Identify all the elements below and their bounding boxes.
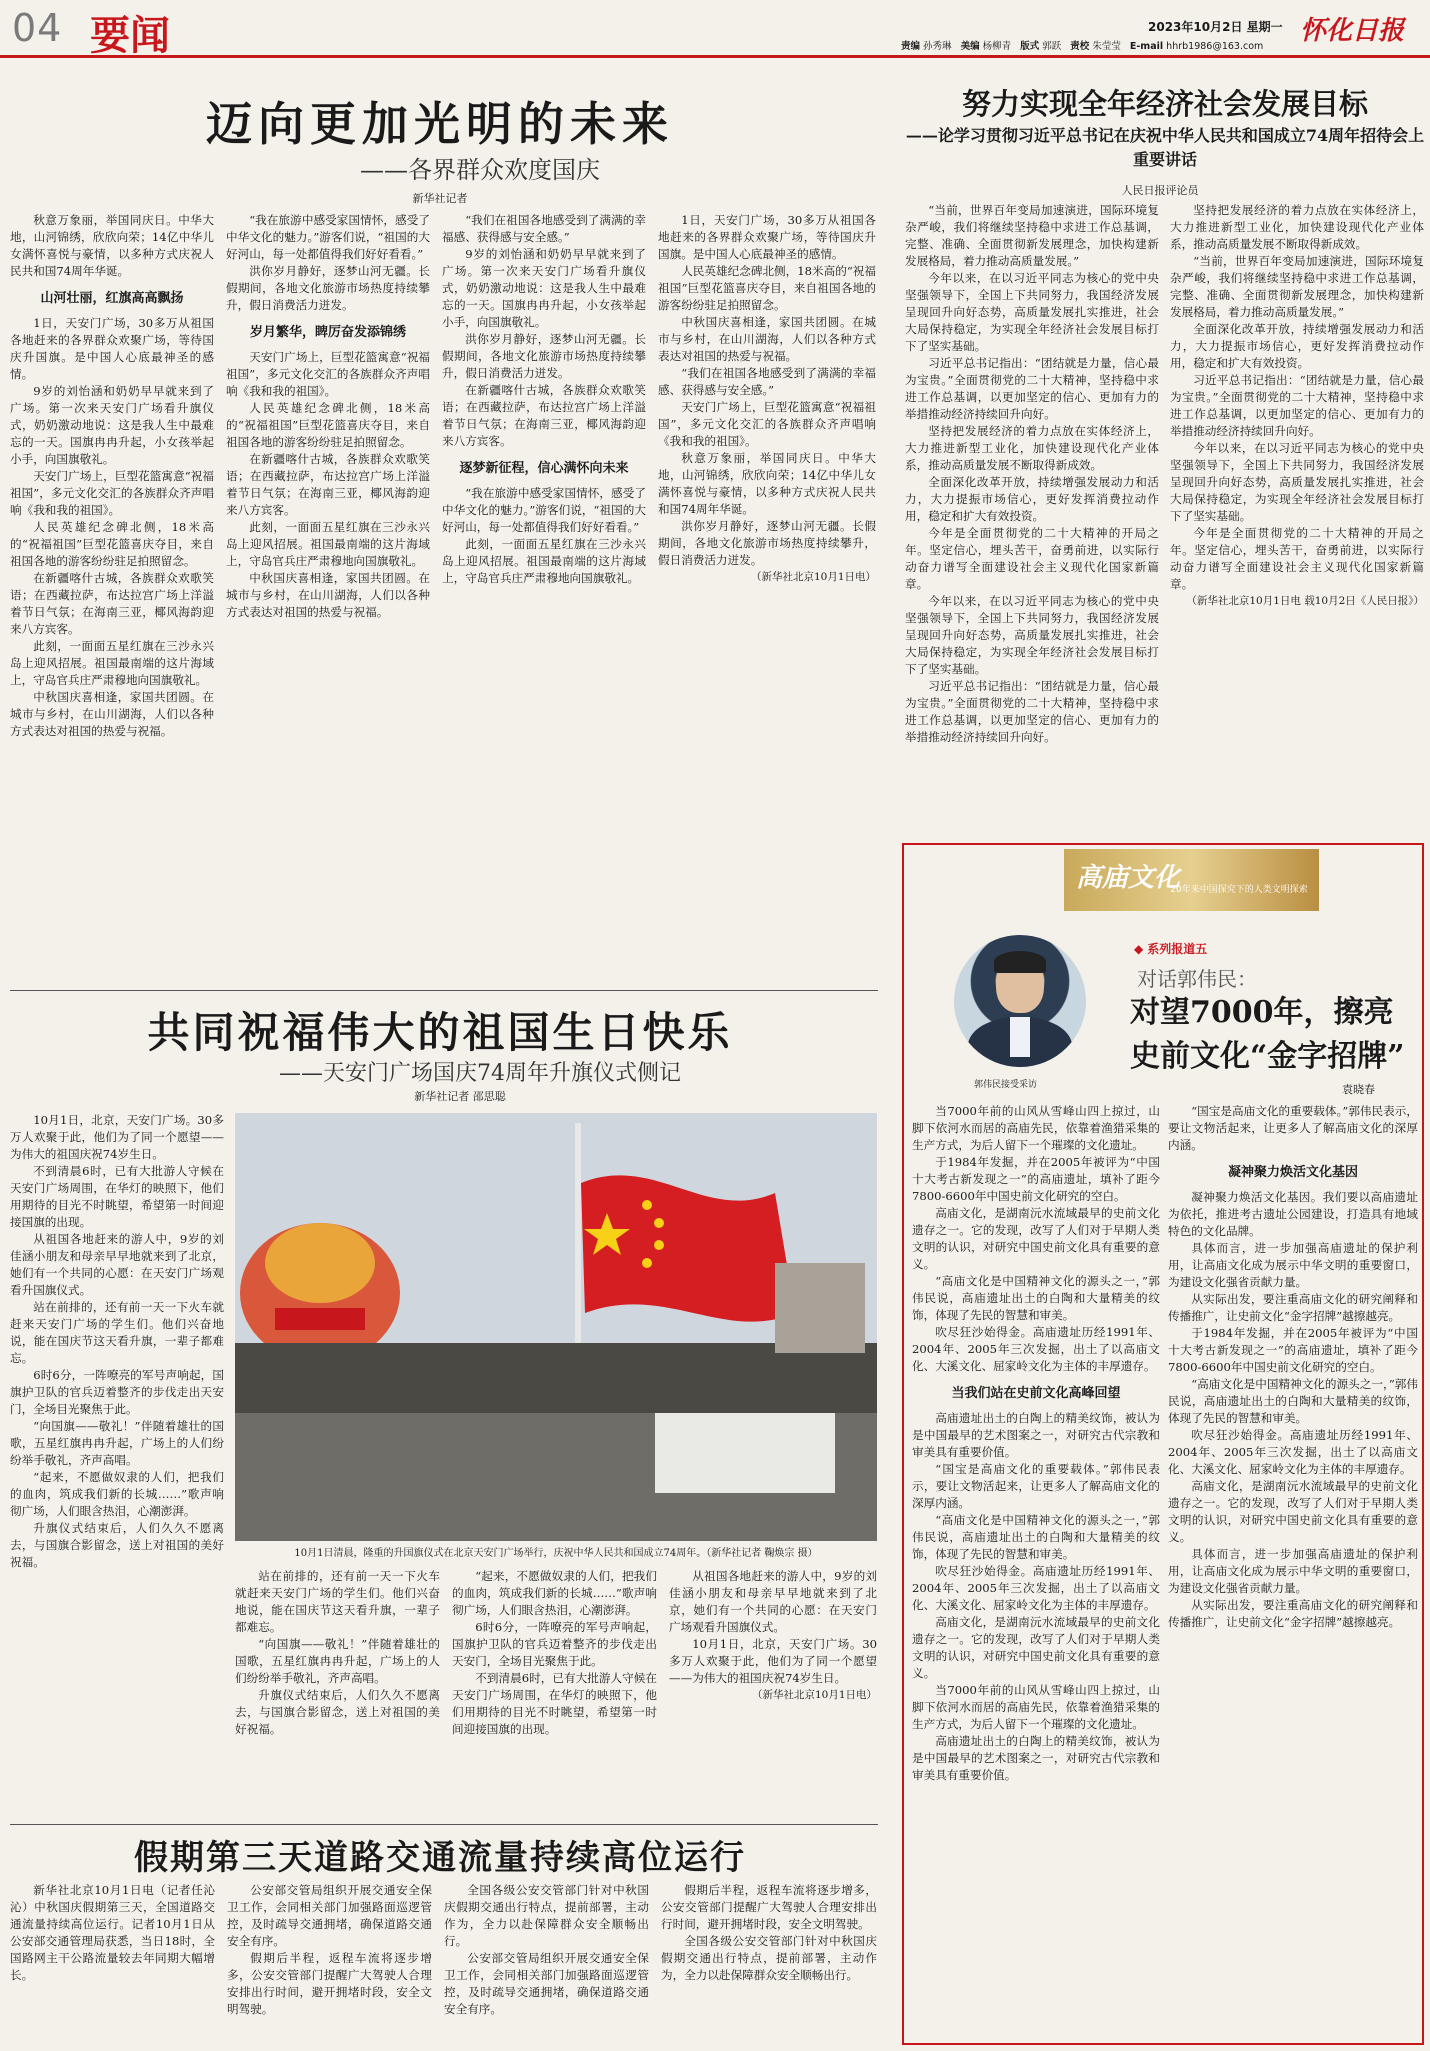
diamond-icon: ◆ (1134, 942, 1144, 956)
feature-subhead-1: 当我们站在史前文化高峰回望 (951, 1386, 1121, 1401)
article3-col3: “起来，不愿做奴隶的人们，把我们的血肉，筑成我们新的长城……”歌声响彻广场，人们眼含热泪，心潮澎湃。 6时6分，一阵嘹亮的军号声响起，国旗护卫队的官兵迈着整齐的步伐走出天安门，全场目光聚焦于此。 不到清晨6时，已有大批游人守候在天安门广场周围，在华灯的映照下，他们用期待的目光不时眺望，希望第一时间迎接国旗的出现。 (452, 1569, 657, 1736)
editor-credits: 责编 孙秀琳 美编 杨柳青 版式 郭跃 责校 朱莹莹 E-mail hhrb1986@163.com (901, 41, 1264, 52)
article3-col2: 站在前排的，还有前一天一下火车就赶来天安门广场的学生们。他们兴奋地说，能在国庆节这天看升旗，一辈子都难忘。 “向国旗——敬礼！”伴随着雄壮的国歌，五星红旗冉冉升起，广场上的人们纷纷举手敬礼，齐声高唱。 升旗仪式结束后，人们久久不愿离去，与国旗合影留念，送上对祖国的美好祝福。 (235, 1569, 440, 1736)
article1-subhead-2: 岁月繁华，睥厉奋发添锦绣 (249, 325, 406, 340)
article4-col3: 全国各级公安交管部门针对中秋国庆假期交通出行特点，提前部署，主动作为，全力以赴保障群众安全顺畅出行。 公安部交管局组织开展交通安全保卫工作，会同相关部门加强路面巡逻管控，及时疏导交通拥堵，确保道路交通安全有序。 (444, 1883, 649, 2016)
article1-col2: “我在旅游中感受家国情怀，感受了中华文化的魅力。”游客们说，“祖国的大好河山，每一处都值得我们好好看看。” 洪你岁月静好，逐梦山河无疆。长假期间，各地文化旅游市场热度持续攀升，假日消费活力迸发。 岁月繁华，睥厉奋发添锦绣 天安门广场上，巨型花篮寓意“祝福祖国”，多元文化交汇的各族群众齐声唱响《我和我的祖国》。 人民英雄纪念碑北侧，18米高的“祝福祖国”巨型花篮喜庆夺目，来自祖国各地的游客纷纷驻足拍照留念。 在新疆喀什古城，各族群众欢歌笑语；在西藏拉萨，布达拉宫广场上洋溢着节日气氛；在海南三亚，椰风海韵迎来八方宾客。 此刻，一面面五星红旗在三沙永兴岛上迎风招展。祖国最南端的这片海域上，守岛官兵庄严肃穆地向国旗敬礼。 中秋国庆喜相逢，家国共团圆。在城市与乡村，在山川湖海，人们以各种方式表达对祖国的热爱与祝福。 (226, 213, 430, 619)
feature-box (902, 843, 1424, 2045)
article1-subhead-1: 山河壮丽，红旗高高飘扬 (40, 291, 184, 306)
article3-byline: 新华社记者 邵思聪 (414, 1090, 506, 1103)
issue-date: 2023年10月2日 星期一 (1148, 20, 1283, 34)
article1-subhead-3: 逐梦新征程，信心满怀向未来 (459, 461, 629, 476)
feature-col2: “国宝是高庙文化的重要载体。”郭伟民表示，要让文物活起来，让更多人了解高庙文化的深厚内涵。 凝神聚力焕活文化基因 凝神聚力焕活文化基因。我们要以高庙遗址为依托，推进考古遗址公园建设，打造具有地域特色的文化品牌。 具体而言，进一步加强高庙遗址的保护利用，让高庙文化成为展示中华文明的重要窗口，为建设文化强省贡献力量。 从实际出发，要注重高庙文化的研究阐释和传播推广，让史前文化“金字招牌”越擦越亮。 于1984年发掘，并在2005年被评为“中国十大考古新发现之一”的高庙遗址，填补了距今7800-6600年中国史前文化研究的空白。 “高庙文化是中国精神文化的源头之一，”郭伟民说，高庙遗址出土的白陶和大量精美的纹饰，体现了先民的智慧和审美。 吹尽狂沙始得金。高庙遗址历经1991年、2004年、2005年三次发掘，出土了以高庙文化、大溪文化、屈家岭文化为主体的丰厚遗存。 高庙文化，是湖南沅水流域最早的史前文化遗存之一。它的发现，改写了人们对于早期人类文明的认识，对研究中国史前文化具有重要的意义。 具体而言，进一步加强高庙遗址的保护利用，让高庙文化成为展示中华文明的重要窗口，为建设文化强省贡献力量。 从实际出发，要注重高庙文化的研究阐释和传播推广，让史前文化“金字招牌”越擦越亮。 (1168, 1104, 1418, 1629)
article2-kicker: ——论学习贯彻习近平总书记在庆祝中华人民共和国成立74周年招待会上重要讲话 (905, 126, 1425, 169)
photo-illustration (235, 1113, 877, 1541)
banner-subtitle: 20年来中国探究下的人类文明探索 (1170, 885, 1308, 895)
article3-headline: 共同祝福伟大的祖国生日快乐 (147, 1008, 733, 1057)
article1-col3: “我们在祖国各地感受到了满满的幸福感、获得感与安全感。” 9岁的刘怡涵和奶奶早早就来到了广场。第一次来天安门广场看升旗仪式，奶奶激动地说：这是我人生中最难忘的一天。国旗冉冉升起，小女孩举起小手，向国旗敬礼。 洪你岁月静好，逐梦山河无疆。长假期间，各地文化旅游市场热度持续攀升，假日消费活力迸发。 在新疆喀什古城，各族群众欢歌笑语；在西藏拉萨，布达拉宫广场上洋溢着节日气氛；在海南三亚，椰风海韵迎来八方宾客。 逐梦新征程，信心满怀向未来 “我在旅游中感受家国情怀，感受了中华文化的魅力。”游客们说，“祖国的大好河山，每一处都值得我们好好看看。” 此刻，一面面五星红旗在三沙永兴岛上迎风招展。祖国最南端的这片海域上，守岛官兵庄严肃穆地向国旗敬礼。 (442, 213, 646, 585)
feature-title: 对望7000年，擦亮 史前文化“金字招牌” (1130, 995, 1405, 1074)
newspaper-logo: 怀化日报 (1300, 16, 1405, 46)
feature-subhead-2: 凝神聚力焕活文化基因 (1227, 1165, 1358, 1180)
article2-headline: 努力实现全年经济社会发展目标 (961, 87, 1368, 121)
banner-title: 高庙文化 (1076, 863, 1181, 893)
article3-col4: 从祖国各地赶来的游人中，9岁的刘佳涵小朋友和母亲早早地就来到了北京，她们有一个共同的心愿：在天安门广场观看升国旗仪式。 10月1日，北京，天安门广场。30多万人欢聚于此，他们为了同一个愿望——为伟大的祖国庆祝74岁生日。 （新华社北京10月1日电） (669, 1568, 877, 1818)
series-label: ◆ 系列报道五 (1134, 942, 1208, 956)
page-number: 04 (12, 6, 63, 50)
article2-byline: 人民日报评论员 (1121, 184, 1199, 197)
article4-headline: 假期第三天道路交通流量持续高位运行 (134, 1838, 746, 1878)
dialog-label: 对话郭伟民： (1137, 967, 1257, 991)
feature-author: 袁晓春 (1342, 1083, 1375, 1096)
article3-dateline: （新华社北京10月1日电） (751, 1689, 877, 1701)
feature-col1: 当7000年前的山风从雪峰山四上掠过，山脚下依河水而居的高庙先民，依靠着渔猎采集的生产方式，为后人留下一个璀璨的文化遗址。 于1984年发掘，并在2005年被评为“中国十大考古新发现之一”的高庙遗址，填补了距今7800-6600年中国史前文化研究的空白。 高庙文化，是湖南沅水流域最早的史前文化遗存之一。它的发现，改写了人们对于早期人类文明的认识，对研究中国史前文化具有重要的意义。 “高庙文化是中国精神文化的源头之一，”郭伟民说，高庙遗址出土的白陶和大量精美的纹饰，体现了先民的智慧和审美。 吹尽狂沙始得金。高庙遗址历经1991年、2004年、2005年三次发掘，出土了以高庙文化、大溪文化、屈家岭文化为主体的丰厚遗存。 当我们站在史前文化高峰回望 高庙遗址出土的白陶上的精美纹饰，被认为是中国最早的艺术图案之一，对研究古代宗教和审美具有重要价值。 “国宝是高庙文化的重要载体。”郭伟民表示，要让文物活起来，让更多人了解高庙文化的深厚内涵。 “高庙文化是中国精神文化的源头之一，”郭伟民说，高庙遗址出土的白陶和大量精美的纹饰，体现了先民的智慧和审美。 吹尽狂沙始得金。高庙遗址历经1991年、2004年、2005年三次发掘，出土了以高庙文化、大溪文化、屈家岭文化为主体的丰厚遗存。 高庙文化，是湖南沅水流域最早的史前文化遗存之一。它的发现，改写了人们对于早期人类文明的认识，对研究中国史前文化具有重要的意义。 当7000年前的山风从雪峰山四上掠过，山脚下依河水而居的高庙先民，依靠着渔猎采集的生产方式，为后人留下一个璀璨的文化遗址。 高庙遗址出土的白陶上的精美纹饰，被认为是中国最早的艺术图案之一，对研究古代宗教和审美具有重要价值。 (912, 1104, 1160, 1782)
article1-col4: 1日，天安门广场，30多万从祖国各地赶来的各界群众欢聚广场，等待国庆升国旗。是中国人心底最神圣的感情。 人民英雄纪念碑北侧，18米高的“祝福祖国”巨型花篮喜庆夺目，来自祖国各地的游客纷纷驻足拍照留念。 中秋国庆喜相逢，家国共团圆。在城市与乡村，在山川湖海，人们以各种方式表达对祖国的热爱与祝福。 “我们在祖国各地感受到了满满的幸福感、获得感与安全感。” 天安门广场上，巨型花篮寓意“祝福祖国”，多元文化交汇的各族群众齐声唱响《我和我的祖国》。 秋意万象丽，举国同庆日。中华大地，山河锦绣，欣欣向荣；14亿中华儿女满怀喜悦与豪情，以多种方式庆祝人民共和国74周年华诞。 洪你岁月静好，逐梦山河无疆。长假期间，各地文化旅游市场热度持续攀升，假日消费活力迸发。 （新华社北京10月1日电） (658, 212, 876, 982)
masthead (0, 0, 1430, 58)
section-name: 要闻 (90, 13, 170, 59)
article3-col1: 10月1日，北京，天安门广场。30多万人欢聚于此，他们为了同一个愿望——为伟大的祖国庆祝74岁生日。 不到清晨6时，已有大批游人守候在天安门广场周围，在华灯的映照下，他们用期待的目光不时眺望，希望第一时间迎接国旗的出现。 从祖国各地赶来的游人中，9岁的刘佳涵小朋友和母亲早早地就来到了北京，她们有一个共同的心愿：在天安门广场观看升国旗仪式。 站在前排的，还有前一天一下火车就赶来天安门广场的学生们。他们兴奋地说，能在国庆节这天看升旗，一辈子都难忘。 6时6分，一阵嘹亮的军号声响起，国旗护卫队的官兵迈着整齐的步伐走出天安门，全场目光聚焦于此。 “向国旗——敬礼！”伴随着雄壮的国歌，五星红旗冉冉升起，广场上的人们纷纷举手敬礼，齐声高唱。 “起来，不愿做奴隶的人们，把我们的血肉，筑成我们新的长城……”歌声响彻广场，人们眼含热泪，心潮澎湃。 升旗仪式结束后，人们久久不愿离去，与国旗合影留念，送上对祖国的美好祝福。 (10, 1113, 224, 1569)
article1-headline: 迈向更加光明的未来 (206, 97, 674, 151)
flag-raising-photo (235, 1113, 877, 1541)
article4-col2: 公安部交管局组织开展交通安全保卫工作，会同相关部门加强路面巡逻管控，及时疏导交通拥堵，确保道路交通安全有序。 假期后半程，返程车流将逐步增多，公安交管部门提醒广大驾驶人合理安排出行时间，避开拥堵时段，安全文明驾驶。 (227, 1883, 432, 2016)
article1-byline: 新华社记者 (412, 192, 468, 205)
portrait-photo (954, 935, 1086, 1067)
article2-dateline: （新华社北京10月1日电 载10月2日《人民日报》） (1186, 595, 1424, 607)
photo-caption: 10月1日清晨，隆重的升国旗仪式在北京天安门广场举行，庆祝中华人民共和国成立74周年。（新华社记者 鞠焕宗 摄） (294, 1548, 818, 1559)
article2-col1: “当前，世界百年变局加速演进，国际环境复杂严峻，我们将继续坚持稳中求进工作总基调，完整、准确、全面贯彻新发展理念，加快构建新发展格局，着力推动高质量发展。” 今年以来，在以习近平同志为核心的党中央坚强领导下，全国上下共同努力，我国经济发展呈现回升向好态势，高质量发展扎实推进，社会大局保持稳定，为实现全年经济社会发展目标打下了坚实基础。 习近平总书记指出：“团结就是力量，信心最为宝贵。”全面贯彻党的二十大精神，坚持稳中求进工作总基调，以更加坚定的信心、更加有力的举措推动经济持续回升向好。 坚持把发展经济的着力点放在实体经济上，大力推进新型工业化，加快建设现代化产业体系，推动高质量发展不断取得新成效。 全面深化改革开放，持续增强发展动力和活力，大力提振市场信心，更好发挥消费拉动作用，稳定和扩大有效投资。 今年是全面贯彻党的二十大精神的开局之年。坚定信心，埋头苦干，奋勇前进，以实际行动奋力谱写全面建设社会主义现代化国家新篇章。 今年以来，在以习近平同志为核心的党中央坚强领导下，全国上下共同努力，我国经济发展呈现回升向好态势，高质量发展扎实推进，社会大局保持稳定，为实现全年经济社会发展目标打下了坚实基础。 习近平总书记指出：“团结就是力量，信心最为宝贵。”全面贯彻党的二十大精神，坚持稳中求进工作总基调，以更加坚定的信心、更加有力的举措推动经济持续回升向好。 (905, 203, 1159, 744)
article4-col1: 新华社北京10月1日电（记者任沁沁）中秋国庆假期第三天，全国道路交通流量持续高位运行。记者10月1日从公安部交通管理局获悉，当日18时，全国路网主干公路流量较去年同期大幅增长。 (10, 1883, 215, 1982)
feature-banner (1064, 849, 1319, 911)
portrait-caption: 郭伟民接受采访 (974, 1080, 1038, 1090)
article4-col4: 假期后半程，返程车流将逐步增多，公安交管部门提醒广大驾驶人合理安排出行时间，避开拥堵时段，安全文明驾驶。 全国各级公安交管部门针对中秋国庆假期交通出行特点，提前部署，主动作为，全力以赴保障群众安全顺畅出行。 (661, 1883, 877, 1982)
article1-kicker: ——各界群众欢度国庆 (360, 156, 600, 184)
article1-dateline: （新华社北京10月1日电） (750, 571, 876, 583)
article2-col2: 坚持把发展经济的着力点放在实体经济上，大力推进新型工业化，加快建设现代化产业体系，推动高质量发展不断取得新成效。 “当前，世界百年变局加速演进，国际环境复杂严峻，我们将继续坚持稳中求进工作总基调，完整、准确、全面贯彻新发展理念，加快构建新发展格局，着力推动高质量发展。” 全面深化改革开放，持续增强发展动力和活力，大力提振市场信心，更好发挥消费拉动作用，稳定和扩大有效投资。 习近平总书记指出：“团结就是力量，信心最为宝贵。”全面贯彻党的二十大精神，坚持稳中求进工作总基调，以更加坚定的信心、更加有力的举措推动经济持续回升向好。 今年以来，在以习近平同志为核心的党中央坚强领导下，全国上下共同努力，我国经济发展呈现回升向好态势，高质量发展扎实推进，社会大局保持稳定，为实现全年经济社会发展目标打下了坚实基础。 今年是全面贯彻党的二十大精神的开局之年。坚定信心，埋头苦干，奋勇前进，以实际行动奋力谱写全面建设社会主义现代化国家新篇章。 （新华社北京10月1日电 载10月2日《人民日报》） (1170, 202, 1424, 832)
divider (10, 1824, 878, 1825)
divider (10, 990, 878, 991)
article3-kicker: ——天安门广场国庆74周年升旗仪式侧记 (279, 1061, 681, 1086)
article1-col1: 秋意万象丽，举国同庆日。中华大地，山河锦绣，欣欣向荣；14亿中华儿女满怀喜悦与豪情，以多种方式庆祝人民共和国74周年华诞。 山河壮丽，红旗高高飘扬 1日，天安门广场，30多万从祖国各地赶来的各界群众欢聚广场，等待国庆升国旗。是中国人心底最神圣的感情。 9岁的刘怡涵和奶奶早早就来到了广场。第一次来天安门广场看升旗仪式，奶奶激动地说：这是我人生中最难忘的一天。国旗冉冉升起，小女孩举起小手，向国旗敬礼。 天安门广场上，巨型花篮寓意“祝福祖国”，多元文化交汇的各族群众齐声唱响《我和我的祖国》。 人民英雄纪念碑北侧，18米高的“祝福祖国”巨型花篮喜庆夺目，来自祖国各地的游客纷纷驻足拍照留念。 在新疆喀什古城，各族群众欢歌笑语；在西藏拉萨，布达拉宫广场上洋溢着节日气氛；在海南三亚，椰风海韵迎来八方宾客。 此刻，一面面五星红旗在三沙永兴岛上迎风招展。祖国最南端的这片海域上，守岛官兵庄严肃穆地向国旗敬礼。 中秋国庆喜相逢，家国共团圆。在城市与乡村，在山川湖海，人们以各种方式表达对祖国的热爱与祝福。 (10, 213, 214, 738)
